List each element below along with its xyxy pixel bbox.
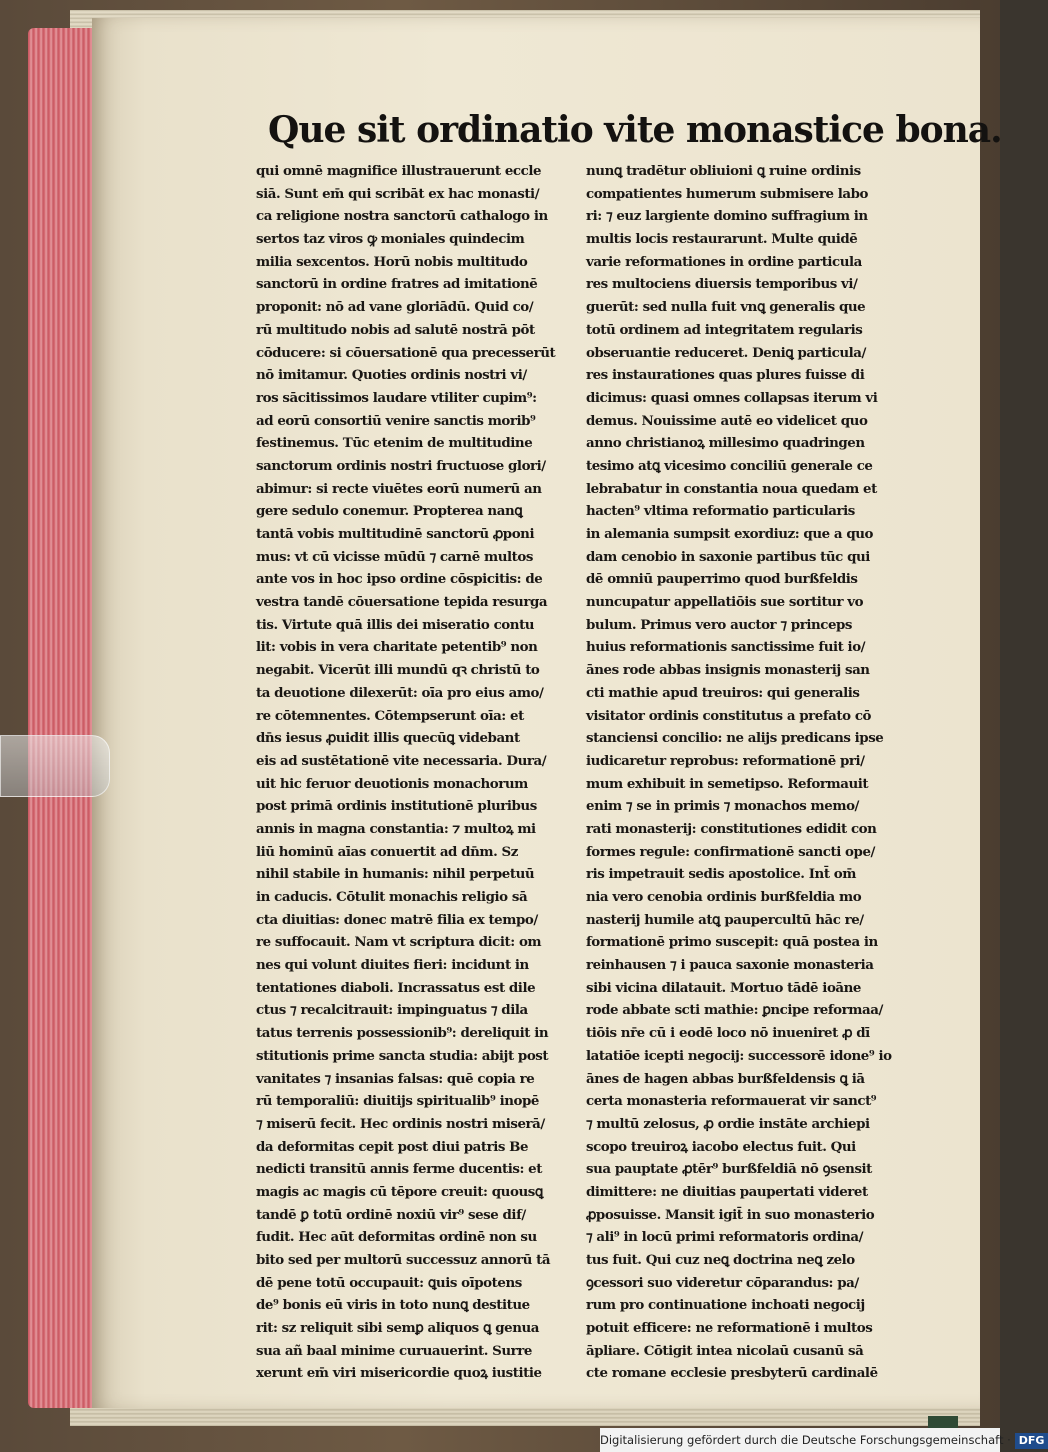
text-line: compatientes humerum submisere labo — [586, 185, 869, 202]
text-line: nunꝗ tradētur obliuioni ꝗ ruine ordinis — [586, 163, 861, 179]
text-line: ris impetrauit sedis apostolice. Int̄ om̄ — [586, 866, 856, 883]
text-line: dicimus: quasi omnes collapsas iterum vi — [586, 389, 878, 406]
text-line: cti mathie apud treuiros: qui generalis — [586, 684, 860, 701]
text-line: dē pene totū occupauit: ꝗuis oīpotens — [256, 1274, 522, 1291]
text-column-right — [586, 160, 902, 1385]
text-line: magis ac magis cū tēpore creuit: quousꝗ — [256, 1183, 543, 1200]
text-line: mum exhibuit in semetipso. Reformauit — [586, 775, 869, 792]
dfg-logo: DFG — [1015, 1433, 1048, 1449]
text-line: demus. Nouissime autē eo videlicet quo — [586, 412, 868, 429]
text-line: gere sedulo conemur. Propterea nanꝗ — [256, 503, 523, 520]
text-line: liū hominū aīas conuertit ad dn̄m. Sz — [256, 843, 518, 860]
text-line: ctus ⁊ recalcitrauit: impinguatus ⁊ dila — [256, 1002, 528, 1019]
text-line: huius reformationis sanctissime fuit io/ — [586, 639, 866, 656]
text-line: stitutionis prime sancta studia: abijt post — [256, 1047, 549, 1064]
text-line: ⁊ ali⁹ in locū primi reformatoris ordina/ — [586, 1229, 864, 1246]
digitization-credit — [600, 1428, 1045, 1452]
text-line: nia vero cenobia ordinis burßfeldia mo — [586, 889, 862, 905]
text-line: tandē ꝑ totū ordinē noxiū vir⁹ sese dif/ — [256, 1206, 526, 1223]
text-line: formes regule: confirmationē sancti ope/ — [586, 843, 875, 860]
text-line: cōducere: si cōuersationē qua precesserūt — [256, 344, 556, 361]
text-line: bito sed per multorū successuz annorū tā — [256, 1252, 551, 1268]
text-line: ri: ⁊ euz largiente domino suffragium in — [586, 208, 868, 225]
text-line: post primā ordinis institutionē pluribus — [256, 798, 537, 815]
text-line: res multociens diuersis temporibus vi/ — [586, 276, 858, 293]
text-line: enim ⁊ se in primis ⁊ monachos memo/ — [586, 798, 859, 815]
text-line: tentationes diaboli. Incrassatus est dile — [256, 979, 536, 996]
text-line: de⁹ bonis eū viris in toto nunꝗ destitue — [256, 1297, 530, 1314]
text-line: sanctorum ordinis nostri fructuose glori/ — [256, 457, 546, 474]
text-column-left — [256, 160, 572, 1385]
text-line: annis in magna constantia: ⁊ multoꝝ mi — [256, 820, 536, 837]
text-line: siā. Sunt em̄ qui scribāt ex hac monasti/ — [256, 185, 540, 202]
text-line: ros sācitissimos laudare vtiliter cupim⁹: — [256, 389, 537, 406]
text-line: ta deuotione dilexerūt: oīa pro eius amo/ — [256, 684, 544, 701]
text-line: tantā vobis multitudinē sanctorū ꝓponi — [256, 526, 535, 542]
text-line: tus fuit. Qui cuz neꝗ doctrina neꝗ zelo — [586, 1252, 855, 1268]
text-line: sua añ baal minime curuauerint. Surre — [256, 1342, 532, 1359]
text-line: rum pro continuatione inchoati negocij — [586, 1297, 865, 1314]
text-line: ānes de hagen abbas burßfeldensis ꝗ iā — [586, 1070, 865, 1087]
text-line: in alemania sumpsit exordiuz: que a quo — [586, 526, 874, 542]
text-line: bulum. Primus vero auctor ⁊ princeps — [586, 616, 853, 633]
text-line: reinhausen ⁊ i pauca saxonie monasteria — [586, 957, 874, 974]
text-line: eis ad sustētationē vite necessaria. Dura/ — [256, 752, 547, 769]
text-line: re cōtemnentes. Cōtempserunt oīa: et — [256, 707, 524, 724]
page-heading: Que sit ordinatio vite monastice bona. — [268, 109, 1002, 151]
text-line: ante vos in hoc ipso ordine cōspicitis: de — [256, 571, 543, 588]
text-line: nihil stabile in humanis: nihil perpetuū — [256, 866, 535, 883]
text-line: vanitates ⁊ insanias falsas: quē copia re — [256, 1070, 535, 1087]
text-line: obseruantie reduceret. Deniꝗ particula/ — [586, 344, 866, 361]
text-line: ad eorū consortiū venire sanctis morib⁹ — [256, 412, 536, 429]
text-line: dam cenobio in saxonie partibus tūc qui — [586, 548, 870, 565]
text-line: lit: vobis in vera charitate petentib⁹ non — [256, 639, 538, 656]
page-holder-clip — [0, 735, 110, 797]
text-line: cta diuitias: donec matrē filia ex tempo/ — [256, 911, 538, 928]
text-line: hacten⁹ vltima reformatio particularis — [586, 503, 855, 520]
text-line: rati monasterij: constitutiones edidit con — [586, 820, 877, 837]
text-line: cte romane ecclesie presbyterū cardinalē — [586, 1365, 878, 1382]
text-line: nes qui volunt diuites fieri: incidunt in — [256, 957, 529, 974]
text-line: nasterij humile atꝗ paupercultū hāc re/ — [586, 911, 864, 928]
text-line: rit: sz reliquit sibi semꝑ aliquos ꝗ genua — [256, 1320, 540, 1337]
text-line: res instaurationes quas plures fuisse di — [586, 367, 865, 384]
text-line: ⁊ miserū fecit. Hec ordinis nostri miserā/ — [256, 1115, 545, 1132]
text-line: iudicaretur reprobus: reformationē pri/ — [586, 752, 865, 769]
text-line: ⁊ multū zelosus, ꝓ ordie instāte archiepi — [586, 1115, 870, 1132]
text-line: negabit. Vicerūt illi mundū qꝛ christū to — [256, 662, 540, 679]
text-line: potuit efficere: ne reformationē i multos — [586, 1320, 873, 1337]
text-line: milia sexcentos. Horū nobis multitudo — [256, 253, 528, 270]
text-line: rū multitudo nobis ad salutē nostrā pōt — [256, 321, 535, 338]
text-line: tesimo atꝗ vicesimo conciliū generale ce — [586, 457, 873, 474]
text-line: stanciensi concilio: ne alijs predicans ipse — [586, 730, 884, 747]
text-line: festinemus. Tūc etenim de multitudine — [256, 435, 533, 452]
text-line: sanctorū in ordine fratres ad imitationē — [256, 276, 538, 293]
text-line: ānes rode abbas insignis monasterij san — [586, 662, 870, 679]
text-line: dn̄s iesus ꝓuidit illis quecūꝗ videbant — [256, 730, 520, 747]
text-line: vestra tandē cōuersatione tepida resurga — [256, 594, 548, 611]
text-line: certa monasteria reformauerat vir sanct⁹ — [586, 1093, 877, 1110]
text-line: sua pauptate ꝓtēr⁹ burßfeldiā nō ꝯsensit — [586, 1161, 872, 1178]
text-line: proponit: nō ad vane gloriādū. Quid co/ — [256, 299, 534, 316]
text-line: qui omnē magnifice illustrauerunt eccle — [256, 163, 542, 179]
text-line: abimur: si recte viuētes eorū numerū an — [256, 480, 542, 497]
text-line: rū temporaliū: diuitijs spiritualib⁹ inopē — [256, 1093, 539, 1110]
text-line: tatus terrenis possessionib⁹: dereliquit in — [256, 1025, 549, 1042]
text-line: fudit. Hec aūt deformitas ordinē non su — [256, 1229, 537, 1246]
text-line: anno christianoꝝ millesimo quadringen — [586, 435, 865, 452]
text-line: āpliare. Cōtigit intea nicolaū cusanū sā — [586, 1342, 864, 1359]
text-line: formationē primo suscepit: quā postea in — [586, 934, 878, 951]
text-line: multis locis restaurarunt. Multe quidē — [586, 231, 858, 248]
text-line: dimittere: ne diuitias paupertati videret — [586, 1183, 868, 1200]
text-line: varie reformationes in ordine particula — [586, 253, 862, 270]
text-line: nō imitamur. Quoties ordinis nostri vi/ — [256, 367, 527, 384]
text-line: ꝯcessori suo videretur cōparandus: pa/ — [586, 1274, 859, 1291]
text-line: tiōis nr̄e cū i eodē loco nō inueniret ꝓ dī — [586, 1025, 870, 1042]
text-line: ꝓposuisse. Mansit igit̄ in suo monasterio — [586, 1206, 875, 1223]
text-line: visitator ordinis constitutus a prefato cō — [586, 707, 871, 724]
text-line: re suffocauit. Nam vt scriptura dicit: om — [256, 934, 542, 951]
text-line: nuncupatur appellatiōis sue sortitur vo — [586, 594, 864, 611]
text-line: lebrabatur in constantia noua quedam et — [586, 480, 877, 497]
text-line: guerūt: sed nulla fuit vnꝗ generalis que — [586, 299, 866, 316]
text-line: nedicti transitū annis ferme ducentis: et — [256, 1161, 542, 1178]
text-line: sibi vicina dilatauit. Mortuo tādē ioāne — [586, 979, 862, 996]
text-line: da deformitas cepit post diui patris Be — [256, 1138, 529, 1155]
text-line: in caducis. Cōtulit monachis religio sā — [256, 889, 528, 905]
text-line: scopo treuiroꝝ iacobo electus fuit. Qui — [586, 1138, 856, 1155]
text-line: totū ordinem ad integritatem regularis — [586, 321, 863, 338]
text-line: latatiōe icepti negocij: successorē idone⁹ io — [586, 1047, 892, 1064]
text-line: rode abbate scti mathie: ꝑncipe reformaa/ — [586, 1002, 883, 1019]
red-page-edges — [28, 28, 100, 1408]
credit-text: Digitalisierung gefördert durch die Deutsche Forschungsgemeinschaft · — [600, 1433, 1011, 1447]
text-line: uit hic feruor deuotionis monachorum — [256, 775, 528, 792]
text-line: sertos taz viros ꝙ moniales quindecim — [256, 231, 525, 248]
text-line: ca religione nostra sanctorū cathalogo in — [256, 208, 548, 225]
text-line: xerunt em̄ viri misericordie quoꝝ iustitie — [256, 1365, 542, 1382]
text-line: dē omniū pauperrimo quod burßfeldis — [586, 571, 858, 588]
text-line: tis. Virtute quā illis dei miseratio contu — [256, 616, 535, 633]
text-line: mus: vt cū vicisse mūdū ⁊ carnē multos — [256, 548, 533, 565]
